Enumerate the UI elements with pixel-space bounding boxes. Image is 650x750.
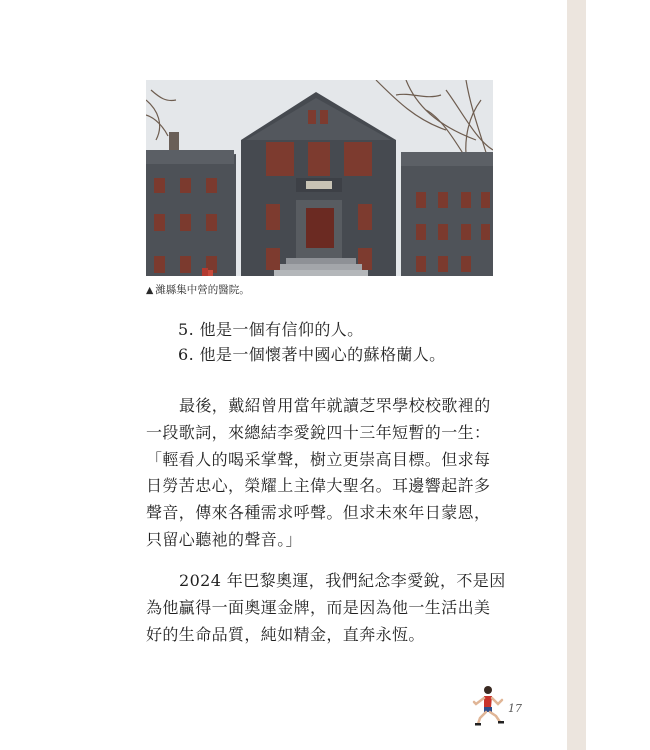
paragraph-line: 2024 年巴黎奧運，我們紀念李愛銳，不是因 <box>179 571 506 590</box>
paragraph-line: 好的生命品質，純如精金，直奔永恆。 <box>146 624 425 644</box>
runner-icon <box>470 684 504 726</box>
paragraph-line: 一段歌詞，來總結李愛銳四十三年短暫的一生： <box>146 422 491 442</box>
hospital-photo <box>146 80 493 276</box>
paragraph-line: 最後，戴紹曾用當年就讀芝罘學校校歌裡的 <box>179 396 491 415</box>
caption-triangle-icon: ▲ <box>146 285 154 296</box>
list-item: 6. 他是一個懷著中國心的蘇格蘭人。 <box>178 345 446 364</box>
numbered-list <box>178 317 528 367</box>
caption-text: 濰縣集中營的醫院。 <box>155 284 250 296</box>
page-edge-strip <box>567 0 586 750</box>
paragraph-1 <box>146 393 496 554</box>
page-number: 17 <box>508 702 522 715</box>
paragraph-line: 「輕看人的喝采掌聲，樹立更崇高目標。但求每 <box>146 449 491 469</box>
paragraph-2 <box>146 568 506 648</box>
paragraph-line: 只留心聽祂的聲音。」 <box>146 529 303 549</box>
hospital-building-illustration <box>146 80 493 276</box>
list-item: 5. 他是一個有信仰的人。 <box>178 320 364 339</box>
paragraph-line: 日勞苦忠心，榮耀上主偉大聖名。耳邊響起許多 <box>146 476 491 496</box>
paragraph-line: 為他贏得一面奧運金牌，而是因為他一生活出美 <box>146 597 491 617</box>
photo-caption <box>146 282 250 297</box>
paragraph-line: 聲音，傳來各種需求呼聲。但求未來年日蒙恩， <box>146 503 491 523</box>
